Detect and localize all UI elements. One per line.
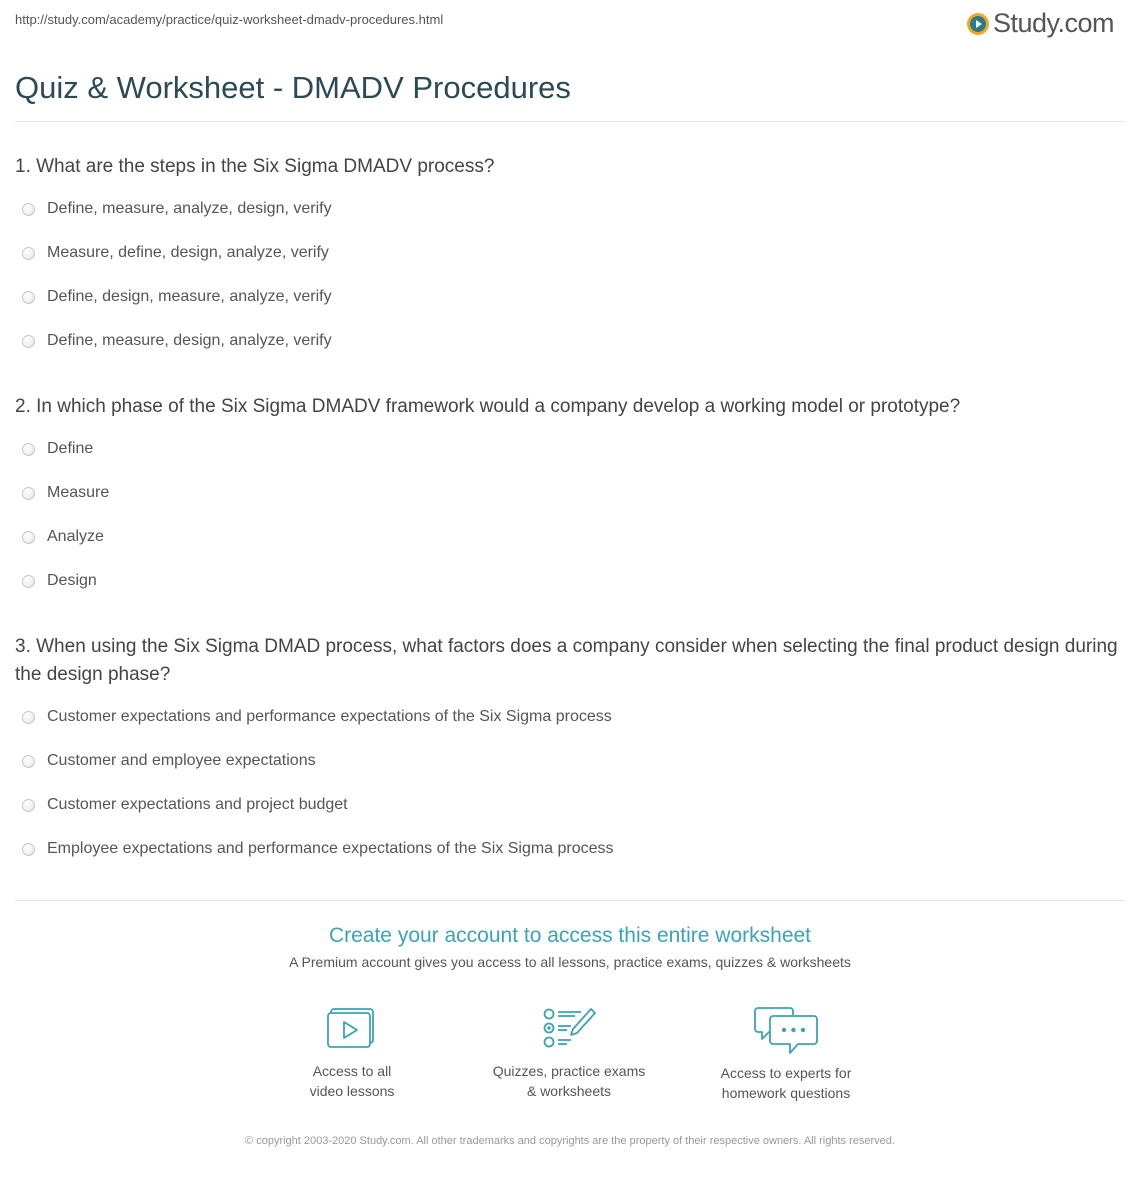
study-logo-icon [967,13,989,35]
study-logo[interactable] [967,8,1114,39]
option-label: Define, measure, analyze, design, verify [47,200,332,217]
option-label: Define, measure, design, analyze, verify [47,332,332,349]
radio-button[interactable] [22,247,35,260]
radio-button[interactable] [22,335,35,348]
question-2-option-3[interactable] [22,528,104,546]
radio-button[interactable] [22,487,35,500]
option-label: Define [47,440,94,457]
option-label: Employee expectations and performance expectations of the Six Sigma process [47,840,614,857]
feature-line-2: & worksheets [526,1083,612,1099]
question-1-option-1[interactable] [22,200,332,218]
question-2-option-4[interactable] [22,572,97,590]
option-label: Define, design, measure, analyze, verify [47,288,332,305]
question-3-option-1[interactable] [22,708,612,726]
feature-line-2: homework questions [721,1085,851,1101]
question-1: 1. What are the steps in the Six Sigma DMADV process? [15,156,495,177]
question-1-option-4[interactable] [22,332,332,350]
video-lesson-icon [326,1005,378,1051]
radio-button[interactable] [22,575,35,588]
option-label: Measure, define, design, analyze, verify [47,244,329,261]
question-3-option-2[interactable] [22,752,316,770]
question-2-option-1[interactable] [22,440,93,458]
feature-experts [686,1005,886,1103]
question-3-option-3[interactable] [22,796,348,814]
top-bar [0,0,1140,50]
feature-line-1: Access to experts for [720,1065,852,1081]
feature-line-1: Access to all [312,1063,392,1079]
radio-button[interactable] [22,291,35,304]
radio-button[interactable] [22,711,35,724]
option-label: Measure [47,484,110,501]
question-3-option-4[interactable] [22,840,614,858]
logo-text: Study.com [992,8,1114,38]
option-label: Design [47,572,97,589]
title-divider [15,121,1125,122]
cta-divider [15,900,1125,901]
quiz-checklist-icon [541,1005,597,1051]
copyright-notice: © copyright 2003-2020 Study.com. All other trademarks and copyrights are the property of their respective owners. All rights reserved. [245,1135,895,1147]
create-account-link[interactable]: Create your account to access this entire worksheet [328,924,812,947]
radio-button[interactable] [22,203,35,216]
expert-chat-icon [754,1005,818,1057]
question-1-option-3[interactable] [22,288,332,306]
feature-quizzes [469,1005,669,1101]
page-title: Quiz & Worksheet - DMADV Procedures [15,70,571,105]
feature-video-lessons [252,1005,452,1101]
option-label: Customer and employee expectations [47,752,316,769]
premium-description: A Premium account gives you access to all lessons, practice exams, quizzes & worksheets [289,954,851,970]
question-3: 3. When using the Six Sigma DMAD process, what factors does a company consider when selecting the final product design during the design phase? [15,636,1118,685]
question-2-option-2[interactable] [22,484,109,502]
question-1-option-2[interactable] [22,244,329,262]
option-label: Analyze [47,528,104,545]
radio-button[interactable] [22,443,35,456]
option-label: Customer expectations and performance expectations of the Six Sigma process [47,708,612,725]
radio-button[interactable] [22,531,35,544]
option-label: Customer expectations and project budget [47,796,348,813]
radio-button[interactable] [22,755,35,768]
page-url: http://study.com/academy/practice/quiz-worksheet-dmadv-procedures.html [15,12,444,27]
feature-line-2: video lessons [309,1083,395,1099]
radio-button[interactable] [22,799,35,812]
question-2: 2. In which phase of the Six Sigma DMADV framework would a company develop a working model or prototype? [15,396,961,417]
feature-line-1: Quizzes, practice exams [492,1063,646,1079]
radio-button[interactable] [22,843,35,856]
